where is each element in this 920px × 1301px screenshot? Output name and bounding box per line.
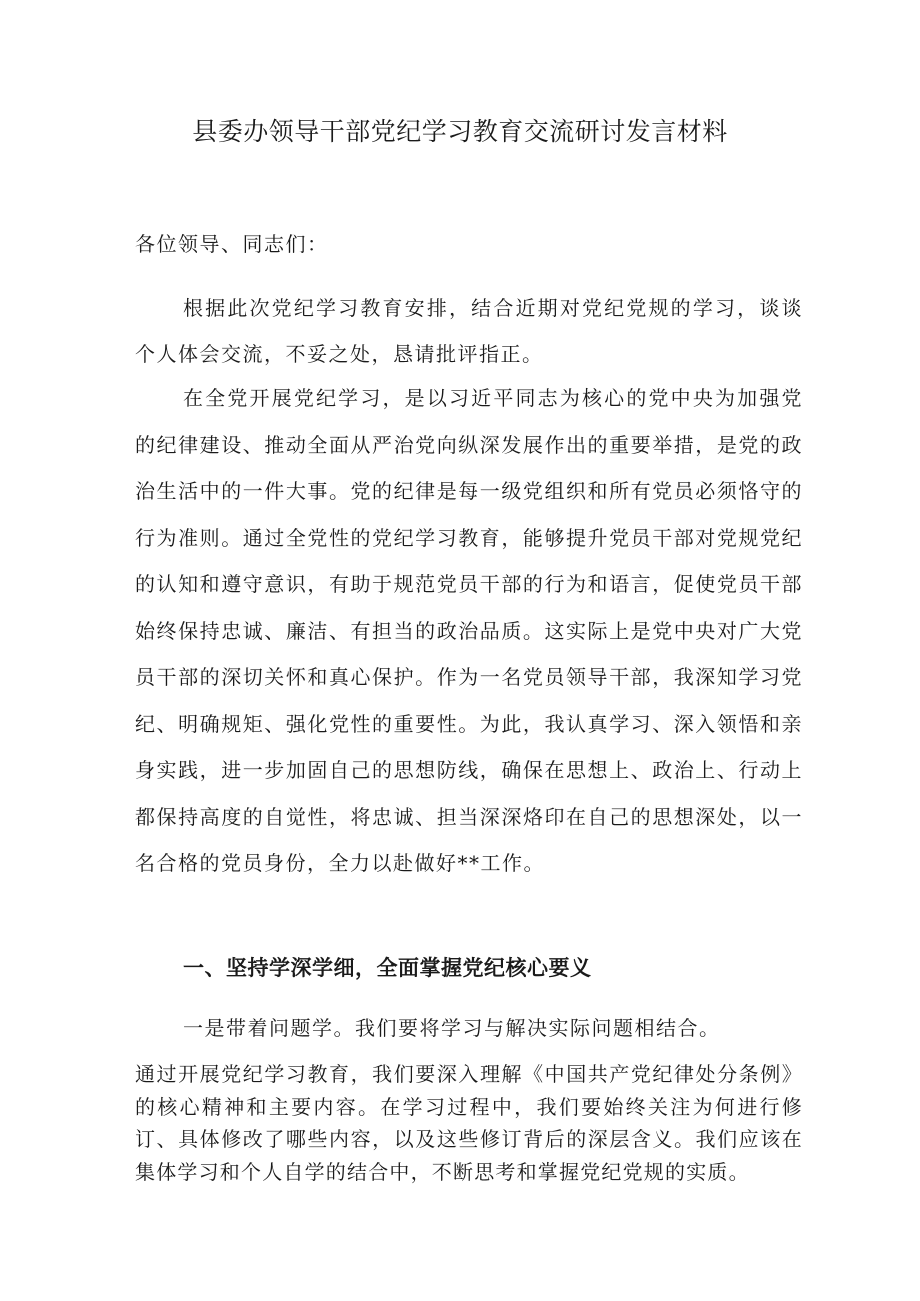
intro-paragraph: 根据此次党纪学习教育安排，结合近期对党纪党规的学习，谈谈个人体会交流，不妥之处，恳请批评指正。	[135, 296, 803, 366]
main-paragraph: 在全党开展党纪学习，是以习近平同志为核心的党中央为加强党的纪律建设、推动全面从严治党向纵深发展作出的重要举措，是党的政治生活中的一件大事。党的纪律是每一级党组织和所有党员必须恪守的行为准则。通过全党性的党纪学习教育，能够提升党员干部对党规党纪的认知和遵守意识，有助于规范党员干部的行为和语言，促使党员干部始终保持忠诚、廉洁、有担当的政治品质。这实际上是党中央对广大党员干部的深切关怀和真心保护。作为一名党员领导干部，我深知学习党纪、明确规矩、强化党性的重要性。为此，我认真学习、深入领悟和亲身实践，进一步加固自己的思想防线，确保在思想上、政治上、行动上都保持高度的自觉性，将忠诚、担当深深烙印在自己的思想深处，以一名合格的党员身份，全力以赴做好**工作。	[135, 386, 803, 875]
point-one-body: 通过开展党纪学习教育，我们要深入理解《中国共产党纪律处分条例》的核心精神和主要内容。在学习过程中，我们要始终关注为何进行修订、具体修改了哪些内容，以及这些修订背后的深层含义。我们应该在集体学习和个人自学的结合中，不断思考和掌握党纪党规的实质。	[135, 1062, 803, 1184]
section-one-heading: 一、坚持学深学细，全面掌握党纪核心要义	[183, 956, 592, 980]
point-one-lead: 一是带着问题学。我们要将学习与解决实际问题相结合。	[183, 1016, 721, 1040]
document-title: 县委办领导干部党纪学习教育交流研讨发言材料	[192, 117, 728, 146]
salutation: 各位领导、同志们：	[135, 232, 329, 256]
